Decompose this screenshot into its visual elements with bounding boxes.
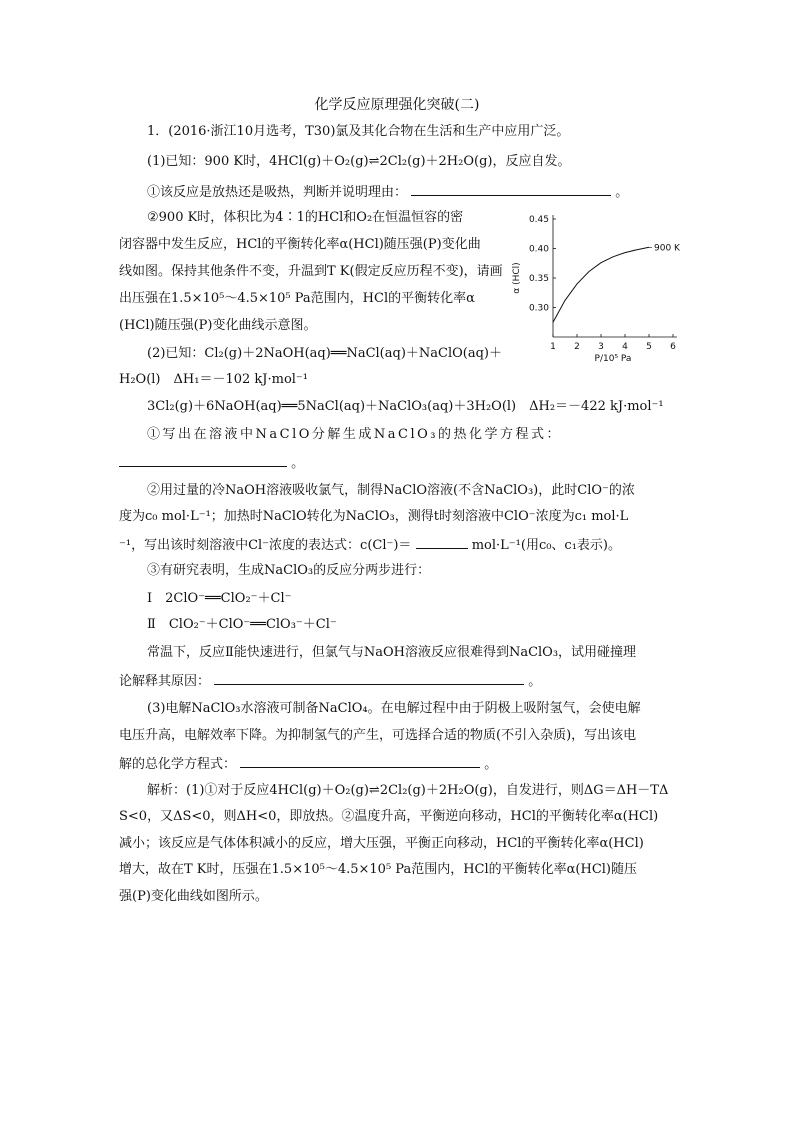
series-label-900k: 900 K: [654, 243, 680, 254]
analysis-line-3: 减小；该反应是气体体积减小的反应，增大压强，平衡正向移动，HCl的平衡转化率α(HCl): [119, 836, 644, 851]
part3-line-2: 电压升高，电解效率下降。为抑制氢气的产生，可选择合适的物质(不引入杂质)，写出该电: [119, 728, 637, 743]
part1-q2-line-3: 线如图。保持其他条件不变，升温到T K(假定反应历程不变)，请画: [119, 264, 503, 279]
part2-q2-unit: mol·L⁻¹(用c₀、c₁表示)。: [471, 538, 621, 553]
y-axis-label: α (HCl): [512, 262, 522, 294]
answer-blank-4[interactable]: [214, 670, 524, 685]
x-axis-label: P/10⁵ Pa: [594, 354, 632, 364]
analysis-line-2: S<0，又ΔS<0，则ΔH<0，即放热。②温度升高，平衡逆向移动，HCl的平衡转化率α(HCl): [119, 809, 659, 824]
part1-q1: [147, 181, 679, 202]
answer-blank-2[interactable]: [119, 452, 287, 467]
y-tick-label: 0.30: [528, 303, 549, 314]
x-tick-label: 2: [574, 342, 580, 352]
page-title: 化学反应原理强化突破(二): [314, 97, 480, 113]
x-tick-label: 3: [598, 342, 604, 352]
part2-q2-line-2: 度为c₀ mol·L⁻¹；加热时NaClO转化为NaClO₃，测得t时刻溶液中ClO⁻浓度为c₁ mol·L: [119, 509, 629, 524]
y-tick-label: 0.35: [528, 274, 549, 284]
question-header: 1．(2016·浙江10月选考，T30)氯及其化合物在生活和生产中应用广泛。: [147, 124, 570, 139]
part2-eq1-a: (2)已知：Cl₂(g)＋2NaOH(aq)══NaCl(aq)＋NaClO(aq)＋: [147, 346, 503, 361]
part3-end: 。: [484, 757, 498, 772]
answer-blank-3[interactable]: [416, 534, 468, 549]
part3-line-1: (3)电解NaClO₃水溶液可制备NaClO₄。在电解过程中由于阴极上吸附氢气，会使电解: [147, 701, 641, 716]
answer-blank-1[interactable]: [411, 181, 611, 196]
x-tick-label: 4: [622, 342, 628, 352]
part2-q4-line-1: 常温下，反应Ⅱ能快速进行，但氯气与NaOH溶液反应很难得到NaClO₃，试用碰撞理: [147, 645, 637, 660]
step-I: Ⅰ 2ClO⁻══ClO₂⁻＋Cl⁻: [147, 591, 292, 606]
part2-q4-line-2: [119, 670, 679, 691]
part2-q1-end: 。: [291, 456, 305, 471]
part2-q2-line-1: ②用过量的冷NaOH溶液吸收氯气，制得NaClO溶液(不含NaClO₃)，此时ClO⁻的浓: [147, 483, 635, 498]
part1-q2-line-2: 闭容器中发生反应，HCl的平衡转化率α(HCl)随压强(P)变化曲: [119, 237, 481, 252]
part2-q4-end: 。: [528, 674, 542, 689]
part1-q2-line-5: (HCl)随压强(P)变化曲线示意图。: [119, 318, 317, 333]
x-tick-label: 1: [550, 342, 556, 352]
analysis-line-5: 强(P)变化曲线如图所示。: [119, 889, 268, 904]
series-line-900k: [553, 247, 649, 322]
step-II: Ⅱ ClO₂⁻＋ClO⁻══ClO₃⁻＋Cl⁻: [147, 617, 337, 632]
part1-q1-end: 。: [615, 185, 629, 200]
x-tick-label: 5: [646, 342, 652, 352]
part1-q1-text: ①该反应是放热还是吸热，判断并说明理由：: [147, 185, 408, 200]
part2-q3: ③有研究表明，生成NaClO₃的反应分两步进行：: [147, 563, 431, 578]
part2-q2-line-3: [119, 534, 679, 555]
part1-q2-line-1: ②900 K时，体积比为4∶1的HCl和O₂在恒温恒容的密: [147, 210, 464, 225]
part2-q2-text: ⁻¹，写出该时刻溶液中Cl⁻浓度的表达式：c(Cl⁻)＝: [119, 538, 412, 553]
part3-text: 解的总化学方程式：: [119, 757, 237, 772]
part1-q2-line-4: 出压强在1.5×10⁵～4.5×10⁵ Pa范围内，HCl的平衡转化率α: [119, 291, 475, 306]
part2-eq2: 3Cl₂(g)＋6NaOH(aq)══5NaCl(aq)＋NaClO₃(aq)＋3H₂O(l) ΔH₂＝－422 kJ·mol⁻¹: [147, 399, 664, 414]
part2-q1-answer: [119, 452, 679, 473]
part3-line-3: [119, 753, 679, 774]
analysis-line-4: 增大，故在T K时，压强在1.5×10⁵～4.5×10⁵ Pa范围内，HCl的平衡转化率α(HCl)随压: [119, 862, 638, 877]
y-tick-label: 0.40: [528, 244, 549, 255]
part2-q1: ①写出在溶液中NaClO分解生成NaClO₃的热化学方程式：: [147, 427, 562, 442]
x-tick-label: 6: [670, 342, 676, 352]
part1-given: (1)已知：900 K时，4HCl(g)＋O₂(g)⇌2Cl₂(g)＋2H₂O(g)，反应自发。: [147, 154, 571, 169]
y-tick-label: 0.45: [528, 215, 549, 225]
conversion-vs-pressure-chart: [505, 207, 695, 367]
part2-eq1-b: H₂O(l) ΔH₁＝－102 kJ·mol⁻¹: [119, 372, 308, 387]
analysis-line-1: 解析：(1)①对于反应4HCl(g)＋O₂(g)⇌2Cl₂(g)＋2H₂O(g)，自发进行，则ΔG＝ΔH－TΔ: [147, 783, 669, 798]
answer-blank-5[interactable]: [240, 753, 480, 768]
part2-q4-text: 论解释其原因：: [119, 674, 211, 689]
